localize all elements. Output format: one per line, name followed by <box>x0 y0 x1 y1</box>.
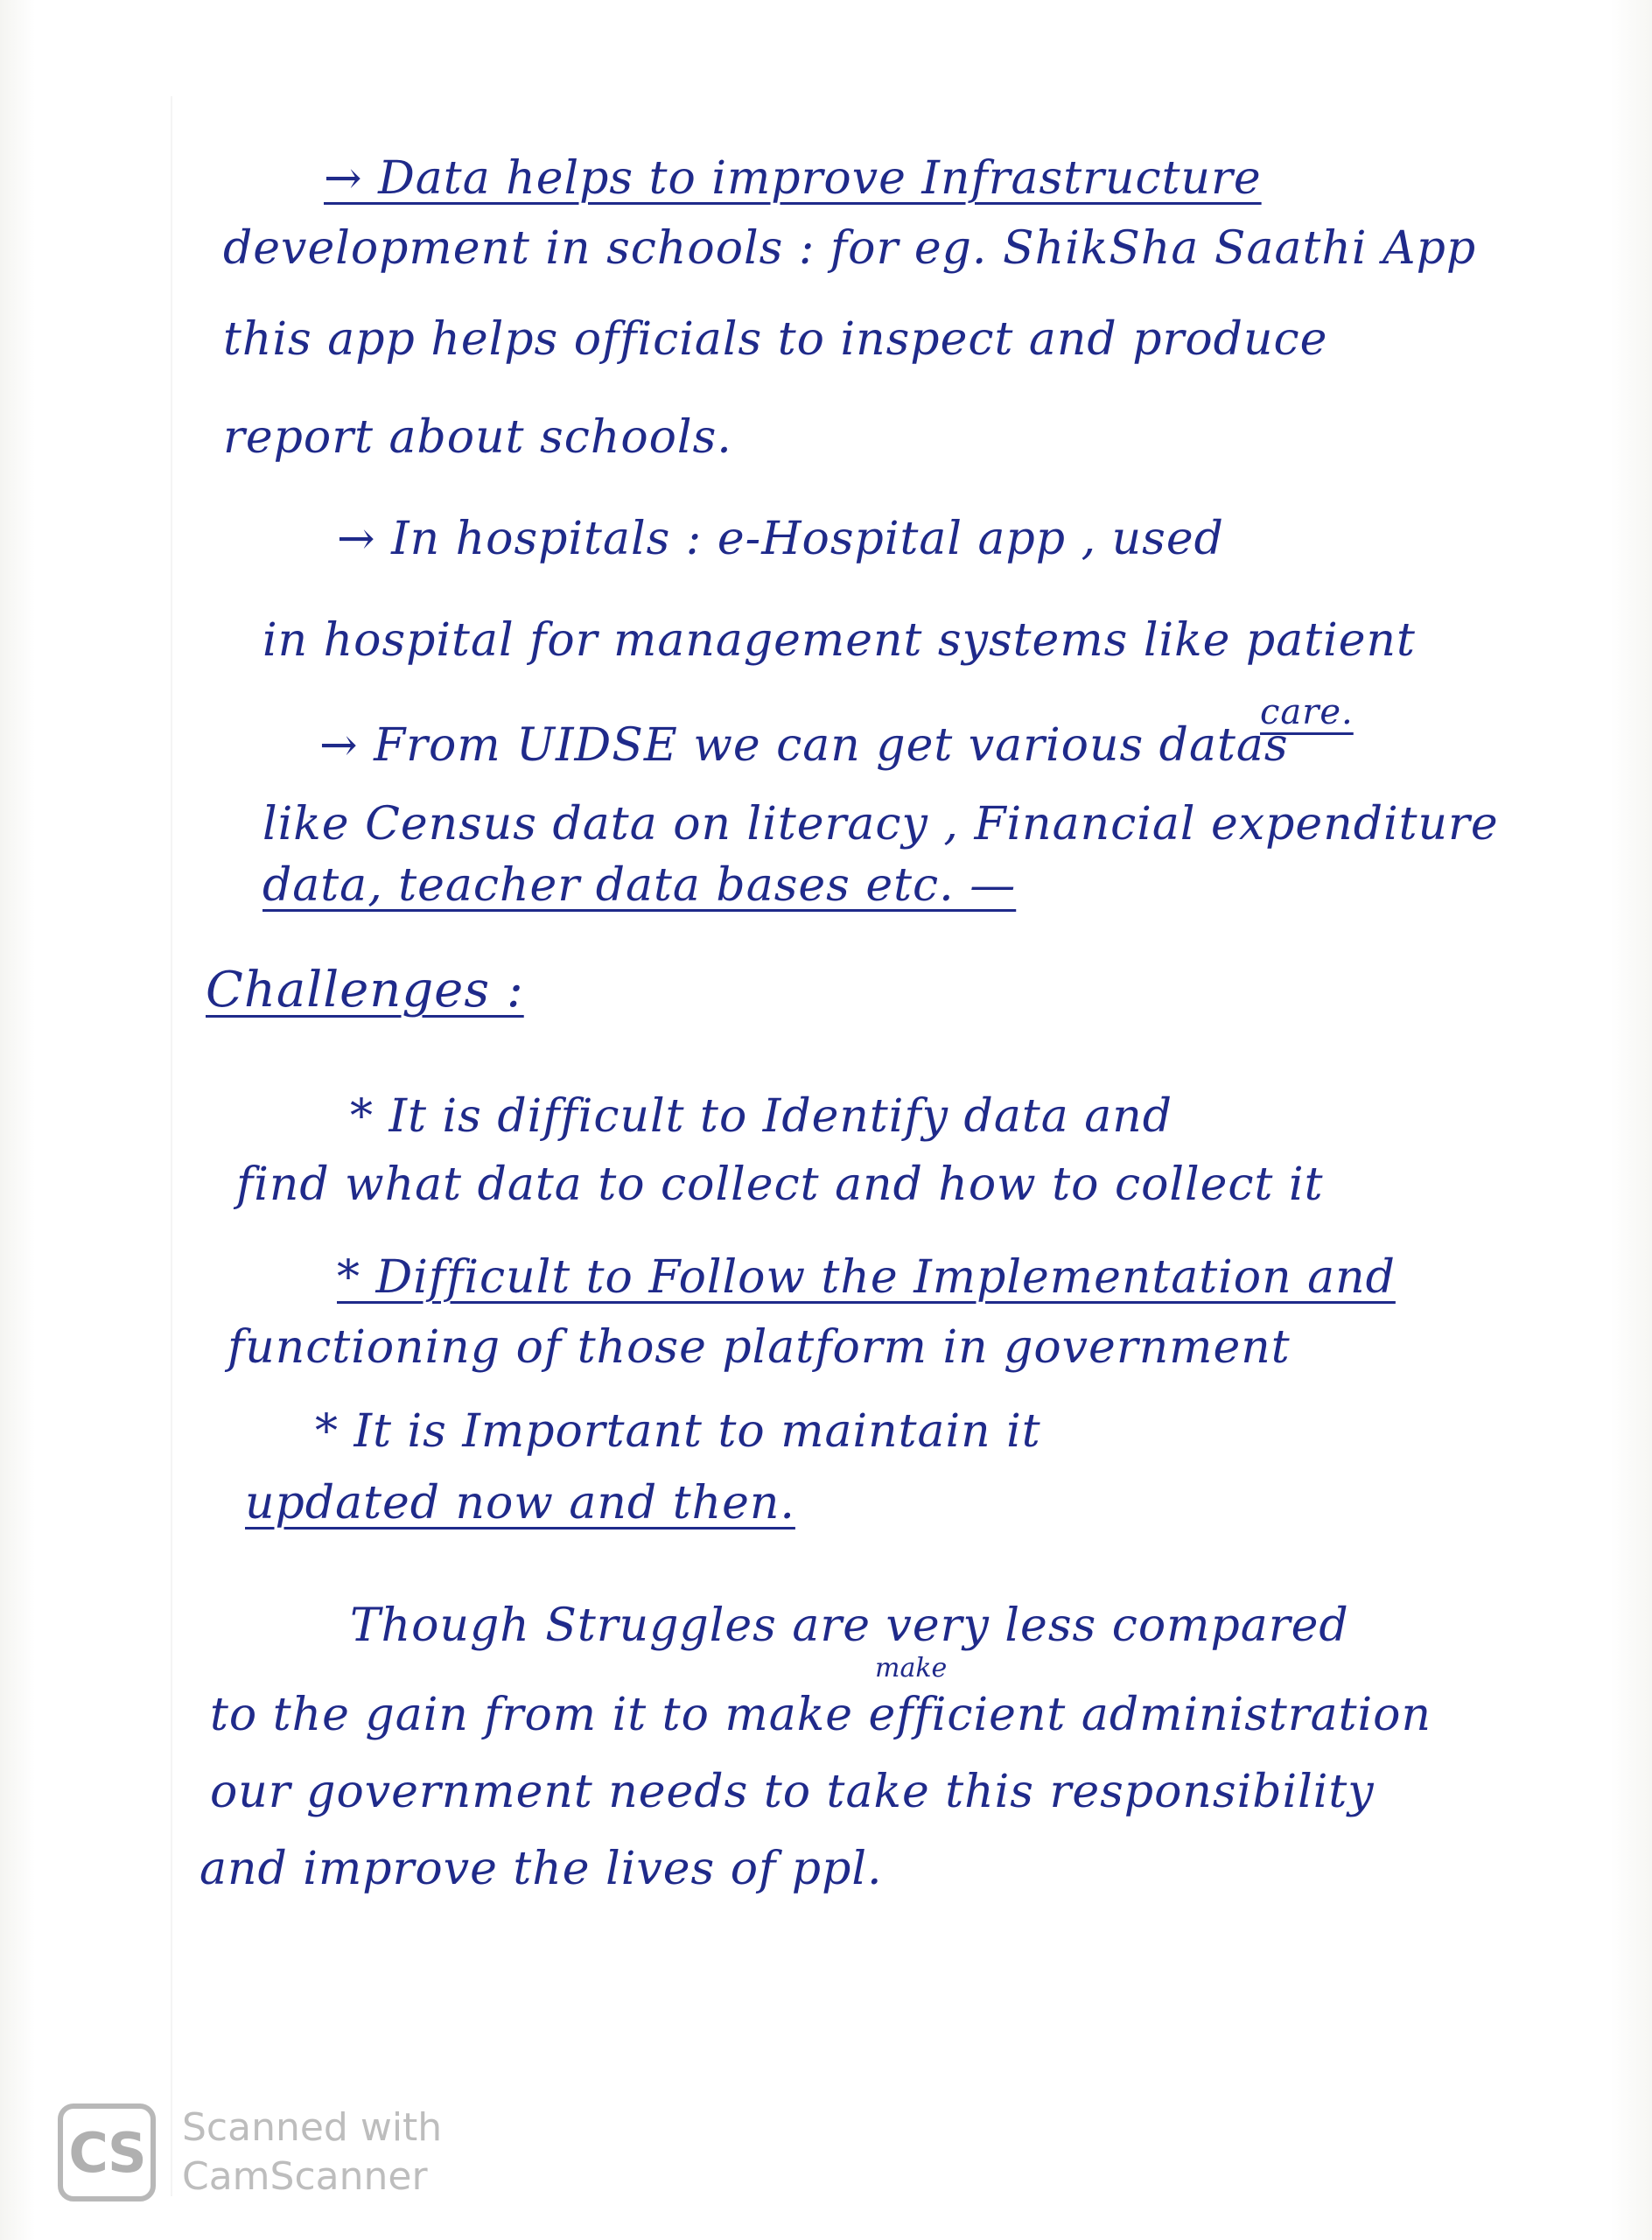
camscanner-logo-icon: CS <box>58 2104 156 2202</box>
note-line-21: and improve the lives of ppl. <box>200 1843 883 1895</box>
note-line-8: → From UIDSE we can get various datas <box>319 719 1289 772</box>
note-line-3: this app helps officials to inspect and produce <box>223 313 1328 366</box>
note-line-16: * It is Important to maintain it <box>315 1405 1041 1458</box>
page-shadow <box>171 96 172 2196</box>
note-line-10: data, teacher data bases etc. — <box>262 859 1017 912</box>
section-heading-challenges: Challenges : <box>206 962 524 1018</box>
note-line-6: in hospital for management systems like patient <box>262 614 1416 667</box>
note-line-13: find what data to collect and how to collect it <box>236 1158 1324 1211</box>
watermark-line-1: Scanned with <box>182 2105 443 2150</box>
insert-mark-note: make <box>875 1653 948 1684</box>
note-line-14: * Difficult to Follow the Implementation and <box>337 1251 1396 1304</box>
watermark-line-2: CamScanner <box>182 2154 428 2199</box>
note-line-1: → Data helps to improve Infrastructure <box>324 152 1262 205</box>
camscanner-watermark <box>58 2100 442 2205</box>
note-line-7: care. <box>1260 692 1354 732</box>
note-line-4: report about schools. <box>223 411 732 464</box>
note-line-19: to the gain from it to make efficient administration <box>210 1689 1432 1741</box>
note-line-17: updated now and then. <box>245 1477 795 1530</box>
note-line-5: → In hospitals : e-Hospital app , used <box>337 513 1224 565</box>
note-line-15: functioning of those platform in government <box>228 1321 1291 1374</box>
note-line-20: our government needs to take this responsibility <box>210 1766 1375 1818</box>
watermark-text <box>182 2104 442 2202</box>
note-line-18: Though Struggles are very less compared <box>350 1600 1349 1652</box>
note-line-12: * It is difficult to Identify data and <box>350 1090 1173 1143</box>
note-line-2: development in schools : for eg. ShikSha Saathi App <box>223 222 1477 275</box>
note-line-9: like Census data on literacy , Financial expenditure <box>262 798 1499 850</box>
